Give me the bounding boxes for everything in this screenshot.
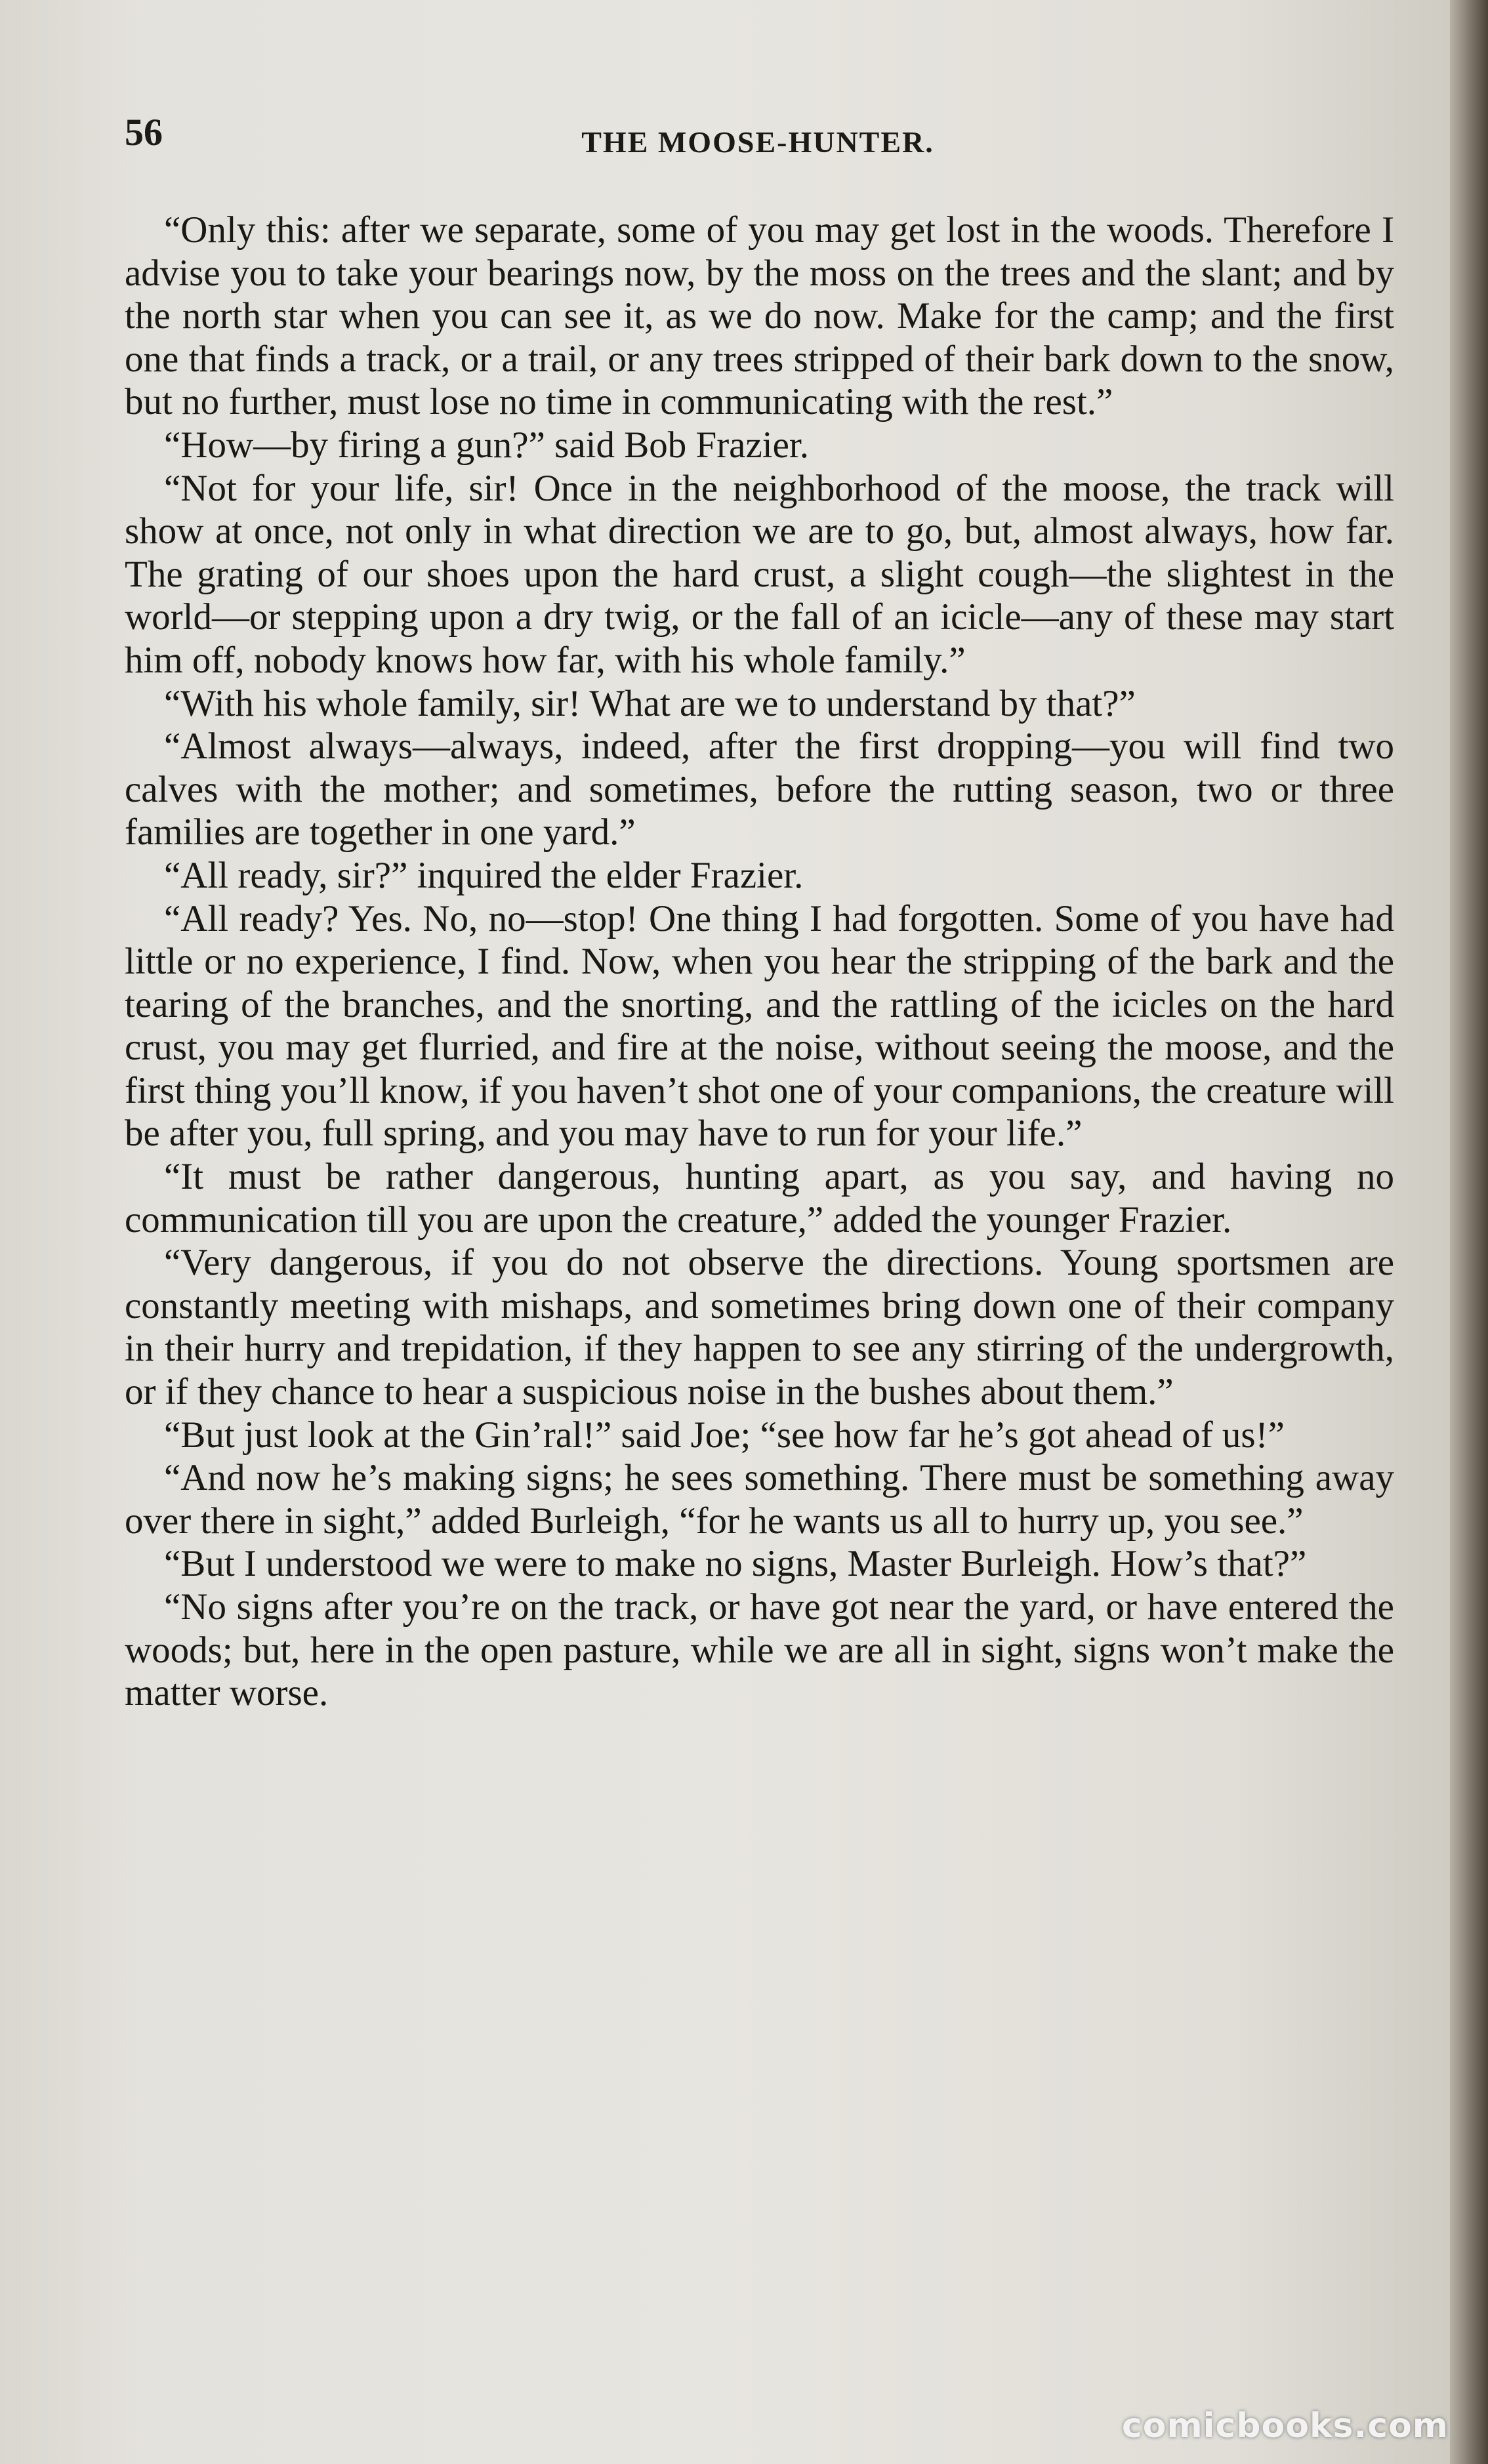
page-header: [125, 110, 1391, 163]
running-title: THE MOOSE-HUNTER.: [581, 125, 934, 159]
paragraph: “But I understood we were to make no signs, Master Burleigh. How’s that?”: [164, 1543, 1307, 1585]
page-edge: [1450, 0, 1488, 2464]
paragraph: “With his whole family, sir! What are we to understand by that?”: [164, 682, 1136, 724]
paragraph: “All ready, sir?” inquired the elder Frazier.: [164, 854, 804, 896]
watermark: comicbooks.com: [1121, 2406, 1449, 2446]
paragraph: “Only this: after we separate, some of you may get lost in the woods. Therefore I advise you to take your bearings now, by the moss on the trees and the slant; and by the north star when you can see it, as we do now. Make for the camp; and the first one that finds a track, or a trail, or any trees stripped of their bark down to the snow, but no further, must lose no time in communicating with the rest.”: [125, 209, 1394, 423]
paragraph: “It must be rather dangerous, hunting apart, as you say, and having no communication till you are upon the creature,” added the younger Frazier.: [125, 1156, 1394, 1241]
paragraph: “Almost always—always, indeed, after the first dropping—you will find two calves with the mother; and sometimes, before the rutting season, two or three families are together in one yard.”: [125, 726, 1394, 853]
paragraph: “And now he’s making signs; he sees something. There must be something away over there in sight,” added Burleigh, “for he wants us all to hurry up, you see.”: [125, 1457, 1394, 1542]
page-number: 56: [125, 111, 163, 154]
paragraph: “All ready? Yes. No, no—stop! One thing I had forgotten. Some of you have had little or no experience, I find. Now, when you hear the stripping of the bark and the tearing of the branches, and the snorting, and the rattling of the icicles on the hard crust, you may get flurried, and fire at the noise, without seeing the moose, and the first thing you’ll know, if you haven’t shot one of your companions, the creature will be after you, full spring, and you may have to run for your life.”: [125, 897, 1394, 1155]
paragraph: “Very dangerous, if you do not observe the directions. Young sportsmen are constantly meeting with mishaps, and sometimes bring down one of their company in their hurry and trepidation, if they happen to see any stirring of the undergrowth, or if they chance to hear a suspicious noise in the bushes about them.”: [125, 1242, 1394, 1413]
paragraph: “But just look at the Gin’ral!” said Joe; “see how far he’s got ahead of us!”: [164, 1414, 1285, 1456]
paragraph: “How—by firing a gun?” said Bob Frazier.: [164, 424, 809, 466]
body-text: [125, 209, 1394, 1715]
paragraph: “Not for your life, sir! Once in the neighborhood of the moose, the track will show at once, not only in what direction we are to go, but, almost always, how far. The grating of our shoes upon the hard crust, a slight cough—the slightest in the world—or stepping upon a dry twig, or the fall of an icicle—any of these may start him off, nobody knows how far, with his whole family.”: [125, 467, 1394, 681]
paragraph: “No signs after you’re on the track, or have got near the yard, or have entered the woods; but, here in the open pasture, while we are all in sight, signs won’t make the matter worse.: [125, 1586, 1394, 1714]
